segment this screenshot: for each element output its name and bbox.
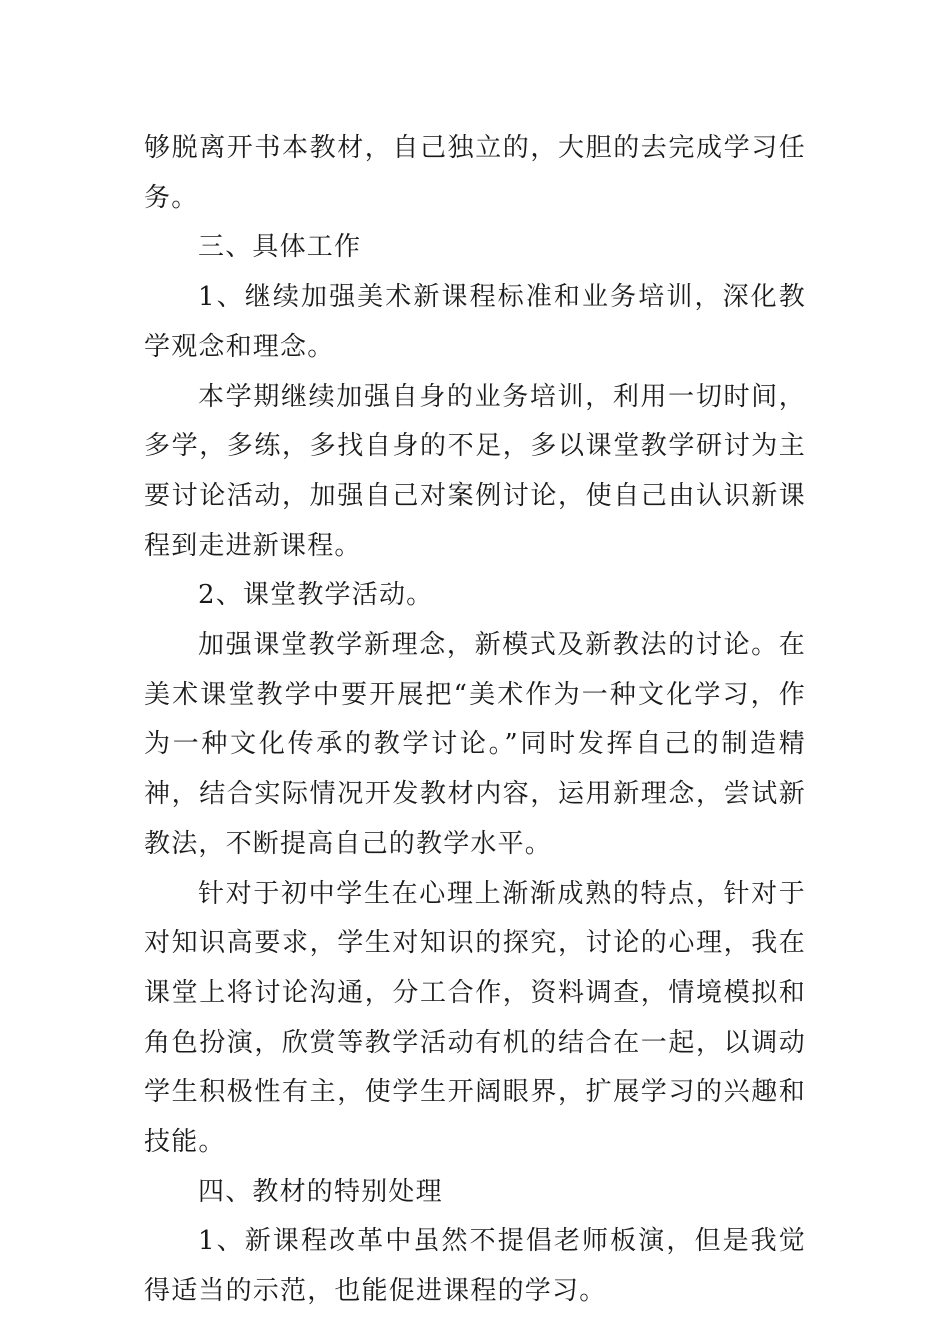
paragraph-training: 本学期继续加强自身的业务培训，利用一切时间，多学，多练，多找自身的不足，多以课堂教学研讨为主要讨论活动，加强自己对案例讨论，使自己由认识新课程到走进新课程。 <box>144 381 806 561</box>
document-body <box>144 124 806 1317</box>
item-heading-4-1: 1、新课程改革中虽然不提倡老师板演，但是我觉得适当的示范，也能促进课程的学习。 <box>144 1226 806 1307</box>
paragraph-students: 针对于初中学生在心理上渐渐成熟的特点，针对于对知识高要求，学生对知识的探究，讨论的心理，我在课堂上将讨论沟通，分工合作，资料调查，情境模拟和角色扮演，欣赏等教学活动有机的结合在一起，以调动学生积极性有主，使学生开阔眼界，扩展学习的兴趣和技能。 <box>144 878 806 1158</box>
paragraph-classroom: 加强课堂教学新理念，新模式及新教法的讨论。在美术课堂教学中要开展把“美术作为一种文化学习，作为一种文化传承的教学讨论。”同时发挥自己的制造精神，结合实际情况开发教材内容，运用新理念，尝试新教法，不断提高自己的教学水平。 <box>144 630 806 859</box>
section-heading-4: 四、教材的特别处理 <box>198 1176 443 1207</box>
section-heading-3: 三、具体工作 <box>198 232 362 263</box>
paragraph-continuation: 够脱离开书本教材，自己独立的，大胆的去完成学习任务。 <box>144 133 806 213</box>
item-heading-3-2: 2、课堂教学活动。 <box>198 580 434 611</box>
item-heading-3-1: 1、继续加强美术新课程标准和业务培训，深化教学观念和理念。 <box>144 282 806 362</box>
